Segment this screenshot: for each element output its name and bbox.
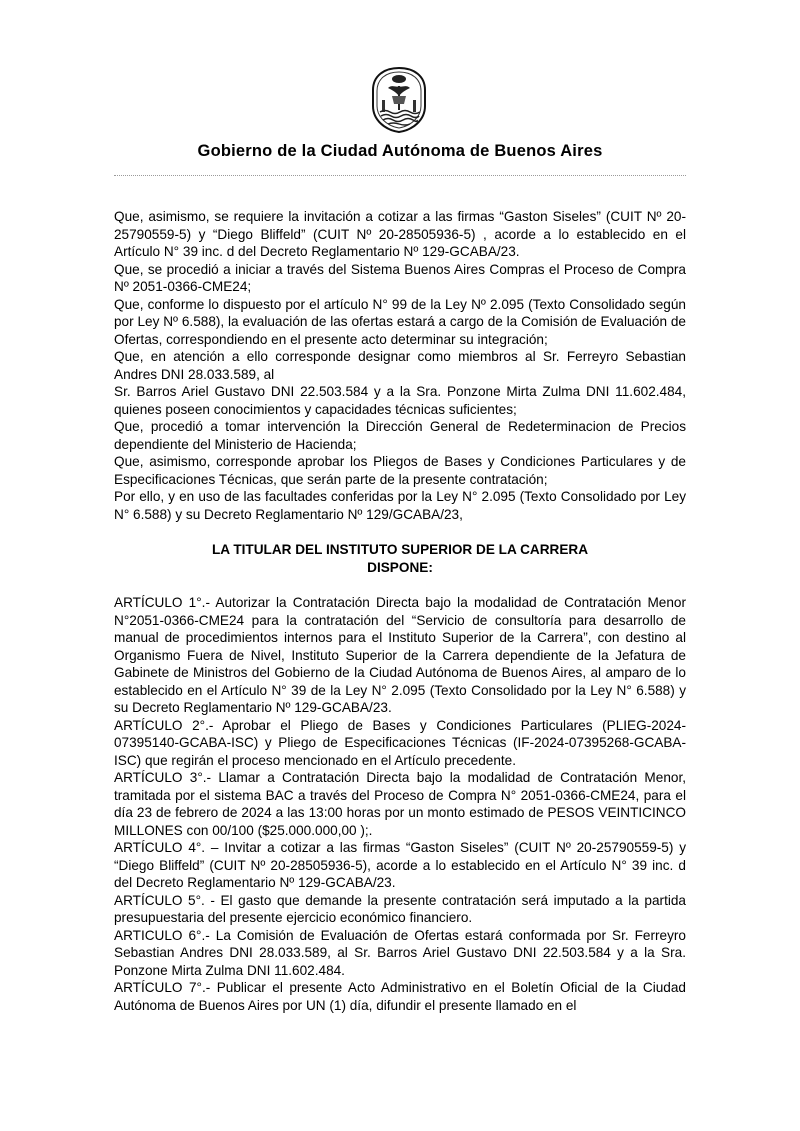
dispone-heading bbox=[114, 541, 686, 576]
document-body bbox=[114, 208, 686, 1014]
heading-line-1: LA TITULAR DEL INSTITUTO SUPERIOR DE LA CARRERA bbox=[211, 542, 589, 557]
considerando-paragraph: Que, se procedió a iniciar a través del Sistema Buenos Aires Compras el Proceso de Compra Nº 2051-0366-CME24; bbox=[114, 261, 686, 294]
government-title: Gobierno de la Ciudad Autónoma de Buenos Aires bbox=[197, 142, 603, 160]
articulo-paragraph: ARTÍCULO 1°.- Autorizar la Contratación Directa bajo la modalidad de Contratación Menor N°2051-0366-CME24 para la contratación del “Servicio de consultoría para desarrollo de manual de procedimientos internos para el Instituto Superior de la Carrera”, con destino al Organismo Fuera de Nivel, Instituto Superior de la Carrera dependiente de la Jefatura de Gabinete de Ministros del Gobierno de la Ciudad Autónoma de Buenos Aires, al amparo de lo establecido en el Artículo N° 39 de la Ley N° 2.095 (Texto Consolidado por la Ley N° 6.588) y su Decreto Reglamentario Nº 129-GCABA/23. bbox=[114, 595, 686, 715]
considerando-paragraph: Sr. Barros Ariel Gustavo DNI 22.503.584 y a la Sra. Ponzone Mirta Zulma DNI 11.602.484, quienes poseen conocimientos y capacidades técnicas suficientes; bbox=[114, 384, 686, 417]
considerando-paragraph: Que, asimismo, se requiere la invitación a cotizar a las firmas “Gaston Siseles” (CUIT Nº 20-25790559-5) y “Diego Bliffeld” (CUIT Nº 20-28505936-5) , acorde a lo establecido en el Artículo N° 39 inc. d del Decreto Reglamentario Nº 129-GCABA/23. bbox=[114, 209, 686, 259]
considerando-paragraph: Por ello, y en uso de las facultades conferidas por la Ley N° 2.095 (Texto Consolidado por Ley N° 6.588) y su Decreto Reglamentario Nº 129/GCABA/23, bbox=[114, 489, 686, 522]
header-divider bbox=[114, 175, 686, 176]
articulo-paragraph: ARTÍCULO 2°.- Aprobar el Pliego de Bases y Condiciones Particulares (PLIEG-2024-07395140-GCABA-ISC) y Pliego de Especificaciones Técnicas (IF-2024-07395268-GCABA-ISC) que regirán el proceso mencionado en el Artículo precedente. bbox=[114, 717, 686, 768]
articulo-paragraph: ARTÍCULO 3°.- Llamar a Contratación Directa bajo la modalidad de Contratación Menor, tramitada por el sistema BAC a través del Proceso de Compra N° 2051-0366-CME24, para el día 23 de febrero de 2024 a las 13:00 horas por un monto estimado de PESOS VEINTICINCO MILLONES con 00/100 ($25.000.000,00 );. bbox=[114, 770, 686, 838]
articulo-paragraph: ARTÍCULO 7°.- Publicar el presente Acto Administrativo en el Boletín Oficial de la Ciudad Autónoma de Buenos Aires por UN (1) día, difundir el presente llamado en el bbox=[114, 980, 686, 1013]
articulo-paragraph: ARTICULO 6°.- La Comisión de Evaluación de Ofertas estará conformada por Sr. Ferreyro Sebastian Andres DNI 28.033.589, al Sr. Barros Ariel Gustavo DNI 22.503.584 y a la Sra. Ponzone Mirta Zulma DNI 11.602.484. bbox=[114, 927, 686, 978]
considerando-paragraph: Que, en atención a ello corresponde designar como miembros al Sr. Ferreyro Sebastian Andres DNI 28.033.589, al bbox=[114, 349, 686, 382]
articulo-paragraph: ARTÍCULO 4°. – Invitar a cotizar a las firmas “Gaston Siseles” (CUIT Nº 20-25790559-5) y “Diego Bliffeld” (CUIT Nº 20-28505936-5), acorde a lo establecido en el Artículo N° 39 inc. d del Decreto Reglamentario Nº 129-GCABA/23. bbox=[114, 840, 686, 890]
considerando-paragraph: Que, procedió a tomar intervención la Dirección General de Redeterminacion de Precios dependiente del Ministerio de Hacienda; bbox=[114, 419, 686, 452]
articulo-paragraph: ARTÍCULO 5°. - El gasto que demande la presente contratación será imputado a la partida presupuestaria del presente ejercicio económico financiero. bbox=[114, 892, 686, 925]
heading-line-2: DISPONE: bbox=[367, 559, 433, 575]
considerando-paragraph: Que, conforme lo dispuesto por el artículo N° 99 de la Ley Nº 2.095 (Texto Consolidado según por Ley Nº 6.588), la evaluación de las ofertas estará a cargo de la Comisión de Evaluación de Ofertas, correspondiendo en el presente acto determinar su integración; bbox=[114, 296, 686, 347]
city-seal-icon bbox=[368, 66, 430, 134]
considerando-paragraph: Que, asimismo, corresponde aprobar los Pliegos de Bases y Condiciones Particulares y de Especificaciones Técnicas, que serán parte de la presente contratación; bbox=[114, 454, 686, 487]
